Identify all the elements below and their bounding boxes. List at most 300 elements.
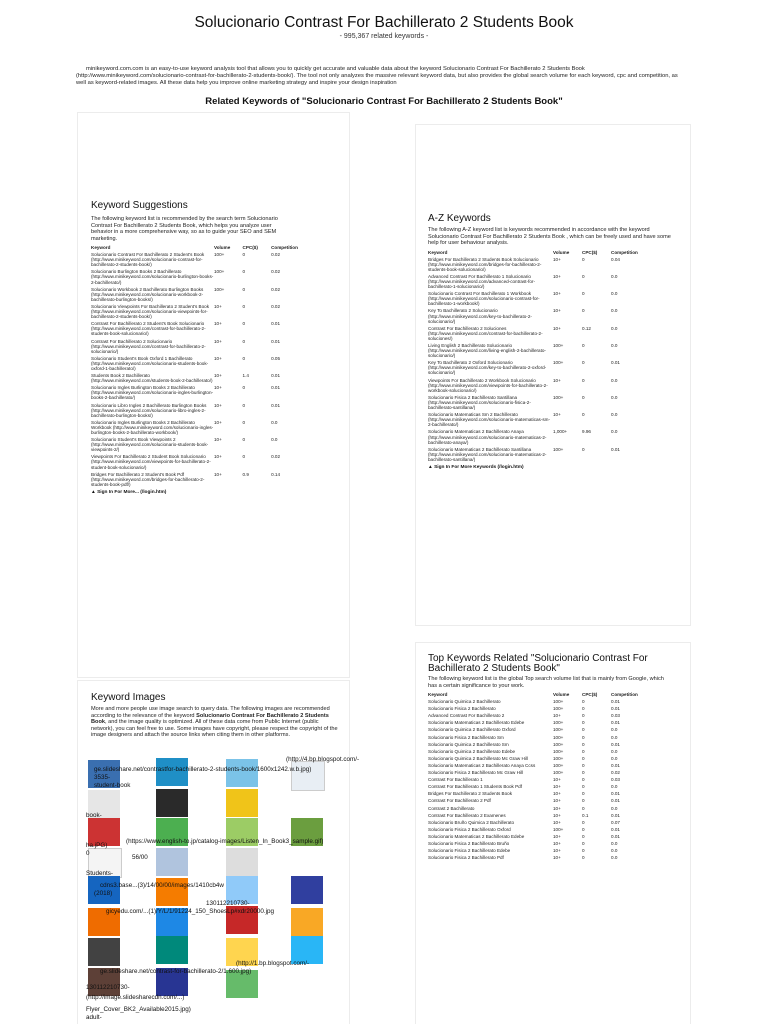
volume-cell: 100+ [553, 343, 564, 348]
volume-cell: 10+ [214, 385, 222, 391]
image-link[interactable]: 130112210730- [86, 984, 130, 991]
cpc-cell: 0 [242, 338, 246, 344]
images-desc-part1: More and more people use image search to query data. The following images are recommended according to the relevance of the keyword [91, 706, 330, 719]
cpc-cell: 0 [582, 848, 585, 854]
volume-cell: 10+ [553, 256, 561, 262]
volume-cell: 10+ [553, 713, 561, 719]
keyword-cell[interactable]: Solucionario Fisica 2 Bachillerato Mc Graw Hill [428, 770, 523, 776]
competition-cell: 0.0 [611, 343, 618, 348]
competition-cell: 0.0 [611, 727, 618, 733]
cpc-cell: 0 [242, 303, 246, 309]
keyword-cell[interactable]: Students Book 2 Bachillerato (http://www.minikeyword.com/students-book-2-bachillerato/) [91, 373, 213, 384]
keyword-row [428, 791, 678, 798]
col-keyword: Keyword [91, 245, 111, 250]
images-desc-part2: , and the image quality is optimized. All of these data come from Public Internet (public network), you can feel free to use. Some images have copyright, please respect the copyright of the image designers and attach the source links when citing them in other platforms. [91, 719, 338, 738]
competition-cell: 0.02 [611, 770, 620, 776]
cpc-cell: 0 [242, 402, 246, 408]
volume-cell: 10+ [214, 303, 222, 309]
volume-cell: 10+ [553, 819, 561, 825]
keyword-row [428, 777, 678, 784]
cpc-cell: 0 [582, 840, 585, 846]
keyword-row [428, 378, 678, 395]
keyword-cell[interactable]: Bridges For Bachillerato 2 Students Book Solucionario (http://www.minikeyword.com/bridges-for-bachillerato-2-students-book-solucionario/) [428, 256, 542, 272]
volume-cell: 100+ [553, 755, 564, 761]
keyword-row [428, 308, 678, 325]
keyword-cell[interactable]: Solucionario Matematicas 2 Bachillerato Edebe [428, 833, 525, 839]
keyword-cell[interactable]: Solucionario Quimica 2 Bachillerato Edebe [428, 748, 516, 754]
keyword-row [428, 735, 678, 742]
cpc-cell: 0 [582, 308, 585, 314]
image-link[interactable]: Students- [86, 870, 113, 877]
competition-cell: 0.0 [611, 291, 618, 297]
image-thumbnail[interactable] [226, 789, 258, 817]
keyword-cell[interactable]: Contrast 2 Bachillerato [428, 805, 475, 811]
image-thumbnail[interactable] [156, 848, 188, 876]
col-volume: Volume [553, 692, 570, 697]
keyword-suggestions-panel [77, 112, 350, 678]
competition-cell: 0.01 [611, 833, 620, 839]
volume-cell: 10+ [214, 373, 222, 379]
keyword-cell[interactable]: Solucionario Fisica 2 Bachillerato Edebe [428, 848, 511, 854]
image-link[interactable]: 0 [86, 850, 90, 857]
cpc-cell: 0 [582, 446, 585, 452]
image-link[interactable]: 130112210730- [206, 900, 250, 907]
keyword-row [428, 827, 678, 834]
volume-cell: 10+ [214, 402, 222, 408]
image-link[interactable]: (http://1.bp.blogspot.com/- [236, 960, 310, 967]
keyword-row [428, 749, 678, 756]
keyword-cell[interactable]: Solucionario Ingles Burlington Books 2 Bachillerato Workbook (http://www.minikeyword.com/solucionario-ingles-burlington-books-2-bachillerato-workbook/) [91, 419, 214, 435]
images-desc-keyword: Solucionario Contrast For Bachillerato 2 Students Book [91, 712, 329, 725]
cpc-cell: 0 [242, 454, 246, 460]
keyword-row [91, 356, 337, 373]
volume-cell: 100+ [553, 446, 564, 452]
volume-cell: 10+ [214, 437, 222, 443]
competition-cell: 0.01 [611, 798, 620, 804]
cpc-cell: 0 [242, 355, 246, 361]
keyword-row [91, 287, 337, 304]
cpc-cell: 0 [582, 377, 585, 383]
competition-cell: 0.0 [611, 377, 618, 383]
cpc-cell: 0 [242, 269, 246, 275]
competition-cell: 0.01 [271, 321, 281, 327]
volume-cell: 100+ [553, 706, 564, 712]
keyword-cell[interactable]: Key To Bachillerato 2 Solucionario (http://www.minikeyword.com/key-to-bachillerato-2-solucionario/) [428, 308, 532, 324]
volume-cell: 10+ [214, 321, 222, 327]
keyword-images-desc [91, 706, 341, 739]
cpc-cell: 0 [582, 819, 585, 825]
image-link[interactable]: (https://www.english-to.jp/catalog-images/Listen_In_Book3_sample.gif) [126, 838, 324, 845]
volume-cell: 10+ [553, 812, 561, 818]
image-thumbnail[interactable] [291, 908, 323, 936]
top-keywords-table [428, 692, 678, 862]
keyword-row [428, 784, 678, 791]
keyword-cell[interactable]: Advanced Contrast For Bachillerato 2 [428, 713, 505, 719]
keyword-row [428, 848, 678, 855]
volume-cell: 10+ [553, 833, 561, 839]
competition-cell: 0.0 [611, 394, 618, 400]
volume-cell: 10+ [214, 338, 222, 344]
volume-cell: 10+ [214, 471, 222, 477]
image-thumbnail[interactable] [88, 938, 120, 966]
competition-cell: 0.01 [611, 360, 620, 366]
keyword-row [428, 274, 678, 291]
cpc-cell: 0 [582, 798, 585, 804]
competition-cell: 0.04 [611, 256, 620, 262]
cpc-cell: 0 [582, 784, 585, 790]
image-link[interactable]: ge.slideshare.net/contrastfor-bachillerato-2-students-book/1600x1242.w.b.jpg) [94, 766, 312, 773]
cpc-cell: 0.12 [582, 325, 591, 331]
cpc-cell: 0 [582, 833, 585, 839]
image-link[interactable]: ge.slideshare.net/contrast-for-bachillerato-2/1.600.jpg) [100, 968, 252, 975]
cpc-cell: 0 [582, 273, 585, 279]
image-link[interactable]: (http://image.slidesharecdn.com/...) [86, 994, 185, 1001]
cpc-cell: 0.1 [582, 812, 589, 818]
az-keywords-desc: The following A-Z keyword list is keywords recommended in accordance with the keyword Solucionario Contrast For Bachillerato 2 Students Book , which can be freely used and have some help for user behaviour analysis. [428, 227, 671, 246]
image-link[interactable]: (2018) [94, 890, 113, 897]
competition-cell: 0.01 [611, 762, 620, 768]
keyword-row [428, 291, 678, 308]
col-cpc: CPC($) [582, 249, 598, 255]
competition-cell: 0.01 [611, 791, 620, 797]
cpc-cell: 0 [242, 252, 246, 258]
competition-cell: 0.07 [611, 819, 620, 825]
cpc-cell: 0 [582, 755, 585, 761]
volume-cell: 10+ [553, 777, 561, 783]
keyword-row [91, 321, 337, 338]
cpc-cell: 0 [582, 777, 585, 783]
image-link[interactable]: gicyedu.com/...(1)/Y/L/1/91224_150_ShoesLp#xdr20000.jpg [106, 908, 275, 915]
keyword-row [428, 360, 678, 377]
page-title: Solucionario Contrast For Bachillerato 2 Students Book [194, 14, 574, 31]
keyword-row [428, 699, 678, 706]
volume-cell: 10+ [553, 840, 561, 846]
cpc-cell: 0.9 [242, 471, 249, 477]
keyword-cell[interactable]: Solucionario Bruño Quimica 2 Bachillerato [428, 819, 515, 825]
keyword-cell[interactable]: Solucionario Matematicas 2 Bachillerato Anaya (http://www.minikeyword.com/solucionario-matematicas-2-bachillerato-anaya/) [428, 429, 547, 445]
cpc-cell: 0 [582, 343, 585, 348]
competition-cell: 0.0 [611, 805, 618, 811]
keyword-cell[interactable]: Solucionario Student's Book Oxford 1 Bachillerato (http://www.minikeyword.com/solucionario-students-book-oxford-1-bachillerato/) [91, 355, 209, 371]
az-keywords-heading: A-Z Keywords [428, 213, 491, 224]
sign-in-more-keywords-link[interactable]: ▲ Sign In For More Keywords (/login.htm) [428, 464, 524, 470]
top-keywords-desc: The following keyword list is the global Top search volume list that is mainly from Google, which has a certain significance to your work. [428, 676, 664, 689]
cpc-cell: 0 [582, 748, 585, 754]
cpc-cell: 0 [582, 256, 585, 262]
image-link[interactable]: Flyer_Cover_BK2_Available2015.jpg) [86, 1006, 191, 1013]
keyword-row [428, 742, 678, 749]
volume-cell: 100+ [553, 762, 564, 768]
competition-cell: 0.01 [611, 826, 620, 832]
volume-cell: 10+ [553, 308, 561, 314]
keyword-row [428, 756, 678, 763]
keyword-cell[interactable]: Solucionario Student's Book Viewpoints 2 (http://www.minikeyword.com/solucionario-students-book-viewpoints-2/) [91, 437, 209, 453]
keyword-row [428, 770, 678, 777]
related-heading: Related Keywords of "Solucionario Contrast For Bachillerato 2 Students Book" [205, 96, 563, 107]
keyword-cell[interactable]: Contrast For Bachillerato 2 Soluciones (http://www.minikeyword.com/contrast-for-bachillerato-2-soluciones/) [428, 325, 543, 341]
keyword-row [428, 763, 678, 770]
competition-cell: 0.0 [611, 325, 618, 331]
keyword-cell[interactable]: Solucionario Quimica 2 Bachillerato [428, 699, 501, 705]
image-thumbnail[interactable] [291, 876, 323, 904]
intro-text: minikeyword.com.com is an easy-to-use keyword analysis tool that allows you to quickly get accurate and valuable data about the keyword Solucionario Contrast For Bachillerato 2 Students Book (http://www.minikeyword.com/solucionario-contrast-for-bachillerato-2-students-book/). The tool not only analyzes the massive relevant keyword data, but also provides the global search volume for each keyword, cpc and competition, as well as keyword-related images. All these data help you improve online marketing strategy and inspire your design inspiration [76, 66, 678, 86]
competition-cell: 0.0 [611, 748, 618, 754]
col-competition: Competition [271, 245, 298, 250]
competition-cell: 0.01 [611, 741, 620, 747]
keyword-cell[interactable]: Solucionario Fisica 2 Bachillerato [428, 706, 496, 712]
keyword-row [428, 834, 678, 841]
volume-cell: 10+ [553, 798, 561, 804]
competition-cell: 0.01 [611, 812, 620, 818]
volume-cell: 10+ [553, 791, 561, 797]
keyword-row [428, 727, 678, 734]
cpc-cell: 0 [582, 412, 585, 418]
keyword-cell[interactable]: Solucionario Fisica 2 Bachillerato Santillana (http://www.minikeyword.com/solucionario-fisica-2-bachillerato-santillana/) [428, 394, 531, 411]
related-count: - 995,367 related keywords - [339, 33, 429, 40]
volume-cell: 100+ [214, 252, 225, 258]
col-competition: Competition [611, 692, 638, 697]
keyword-suggestions-table [91, 245, 337, 489]
competition-cell: 0.0 [611, 308, 618, 314]
volume-cell: 100+ [553, 720, 564, 726]
keyword-cell[interactable]: Solucionario Burlington Books 2 Bachillerato (http://www.minikeyword.com/solucionario-burlington-books-2-bachillerato/) [91, 269, 214, 285]
competition-cell: 0.0 [611, 273, 618, 279]
image-link[interactable]: ha.jPG) [86, 842, 108, 849]
competition-cell: 0.01 [611, 446, 620, 452]
cpc-cell: 0 [242, 321, 246, 327]
col-volume: Volume [214, 245, 231, 250]
competition-cell: 0.0 [611, 840, 618, 846]
cpc-cell: 0 [242, 419, 246, 425]
keyword-cell[interactable]: Solucionario Ingles Burlington Books 2 Bachillerato (http://www.minikeyword.com/solucionario-ingles-burlington-books-2-bachillerato/) [91, 385, 214, 401]
keyword-suggestions-heading: Keyword Suggestions [91, 200, 188, 211]
cpc-cell: 0 [582, 706, 585, 712]
cpc-cell: 1.4 [242, 373, 249, 379]
cpc-cell: 0 [582, 805, 585, 811]
cpc-cell: 0 [582, 291, 585, 297]
competition-cell: 0.01 [271, 338, 281, 344]
competition-cell: 0.01 [611, 699, 620, 705]
competition-cell: 0.02 [271, 252, 281, 258]
volume-cell: 100+ [553, 699, 564, 705]
volume-cell: 100+ [214, 286, 225, 292]
competition-cell: 0.02 [271, 303, 281, 309]
col-volume: Volume [553, 249, 570, 255]
volume-cell: 10+ [553, 325, 561, 331]
az-keywords-panel [415, 124, 691, 626]
keyword-cell[interactable]: Bridges For Bachillerato 2 Student's Book Pdf (http://www.minikeyword.com/bridges-for-bachillerato-2-students-book-pdf/) [91, 471, 205, 487]
image-link[interactable]: book- [86, 812, 102, 819]
competition-cell: 0.02 [271, 454, 281, 460]
volume-cell: 100+ [553, 741, 564, 747]
image-link[interactable]: cdns3.base...(3)/14/00/00/images/1410cb4w [100, 882, 224, 889]
volume-cell: 100+ [553, 826, 564, 832]
keyword-row [428, 841, 678, 848]
competition-cell: 0.0 [271, 437, 278, 443]
keyword-cell[interactable]: Solucionario Libro Ingles 2 Bachillerato Burlington Books (http://www.minikeyword.com/solucionario-libro-ingles-2-bachillerato-burlington-books/) [91, 402, 207, 418]
volume-cell: 10+ [553, 848, 561, 854]
cpc-cell: 0 [582, 394, 585, 400]
volume-cell: 10+ [553, 291, 561, 297]
volume-cell: 100+ [553, 394, 564, 400]
keyword-images-grid [86, 756, 418, 1024]
keyword-cell[interactable]: Contrast For Bachillerato 2 Student's Book Solucionario (http://www.minikeyword.com/contrast-for-bachillerato-2-students-book-solucionario/) [91, 321, 206, 337]
keyword-row [428, 257, 678, 274]
keyword-row [428, 806, 678, 813]
image-thumbnail[interactable] [156, 936, 188, 964]
keyword-row [91, 252, 337, 269]
keyword-cell[interactable]: Solucionario Quimica 2 Bachillerato Oxford [428, 727, 516, 733]
keyword-cell[interactable]: Solucionario Matematicas 2 Bachillerato Anaya Ccss [428, 762, 536, 768]
keyword-row [428, 820, 678, 827]
cpc-cell: 0 [582, 727, 585, 733]
image-link[interactable]: student-book [94, 782, 131, 789]
cpc-cell: 0 [242, 286, 246, 292]
keyword-row [428, 813, 678, 820]
cpc-cell: 0 [582, 855, 585, 861]
keyword-row [91, 339, 337, 356]
keyword-cell[interactable]: Contrast For Bachillerato 2 Pdf [428, 798, 491, 804]
image-link[interactable]: 56/00 [132, 854, 148, 861]
keyword-cell[interactable]: Contrast For Bachillerato 2 Solucionario (http://www.minikeyword.com/contrast-for-bachillerato-2-solucionario/) [91, 338, 206, 354]
keyword-cell[interactable]: Solucionario Fisica 2 Bachillerato Oxford [428, 826, 511, 832]
keyword-row [91, 385, 337, 402]
cpc-cell: 0 [582, 791, 585, 797]
volume-cell: 100+ [553, 770, 564, 776]
image-link[interactable]: (http://4.bp.blogspot.com/- [286, 756, 360, 763]
cpc-cell: 9.96 [582, 429, 591, 435]
volume-cell: 10+ [553, 805, 561, 811]
keyword-cell[interactable]: Solucionario Fisica 2 Bachillerato Pdf [428, 855, 504, 861]
keyword-row [91, 472, 337, 489]
volume-cell: 10+ [553, 377, 561, 383]
competition-cell: 0.0 [611, 848, 618, 854]
keyword-cell[interactable]: Viewpoints For Bachillerato 2 Workbook Solucionario (http://www.minikeyword.com/viewpoints-for-bachillerato-2-workbook-solucionario/) [428, 377, 548, 393]
volume-cell: 100+ [553, 727, 564, 733]
image-link[interactable]: adult- [86, 1014, 102, 1021]
volume-cell: 10+ [553, 273, 561, 279]
cpc-cell: 0 [582, 360, 585, 366]
keyword-cell[interactable]: Solucionario Contrast For Bachillerato 2 Student's Book (http://www.minikeyword.com/solucionario-contrast-for-bachillerato-2-students-book/) [91, 252, 205, 268]
keyword-cell[interactable]: Solucionario Quimica 2 Bachillerato Mc Graw Hill [428, 755, 528, 761]
keyword-cell[interactable]: Solucionario Quimica 2 Bachillerato Sm [428, 741, 509, 747]
col-keyword: Keyword [428, 249, 448, 255]
keyword-row [91, 403, 337, 420]
az-keywords-table [428, 250, 678, 464]
keyword-cell[interactable]: Contrast For Bachillerato 2 Examenes [428, 812, 506, 818]
keyword-cell[interactable]: Viewpoints For Bachillerato 2 Student Book Solucionario (http://www.minikeyword.com/viewpoints-for-bachillerato-2-student-book-solucionario/) [91, 454, 211, 470]
volume-cell: 10+ [214, 454, 222, 460]
competition-cell: 0.01 [611, 720, 620, 726]
keyword-cell[interactable]: Solucionario Matematicas Sm 2 Bachillerato (http://www.minikeyword.com/solucionario-matematicas-sm-2-bachillerato/) [428, 412, 551, 428]
image-link[interactable]: 3535- [94, 774, 111, 781]
keyword-row [91, 373, 337, 385]
keyword-cell[interactable]: Solucionario Matematicas 2 Bachillerato Santillana (http://www.minikeyword.com/solucionario-matematicas-2-bachillerato-santillana/) [428, 446, 547, 462]
sign-in-more-label: Sign In For More... (/login.htm) [97, 489, 167, 495]
cpc-cell: 0 [582, 770, 585, 776]
keyword-suggestions-desc: The following keyword list is recommended by the search term Solucionario Contrast For Bachillerato 2 Students Book, which helps you analyze user behavior in a more comprehensive way, so as to guide your SEO and SEM marketing. [91, 216, 278, 242]
keyword-row [428, 412, 678, 429]
col-competition: Competition [611, 249, 638, 255]
keyword-row [428, 326, 678, 343]
competition-cell: 0.0 [611, 755, 618, 761]
keyword-cell[interactable]: Key To Bachillerato 2 Oxford Solucionario (http://www.minikeyword.com/key-to-bachillerato-2-oxford-solucionario/) [428, 360, 547, 376]
cpc-cell: 0 [582, 762, 585, 768]
competition-cell: 0.01 [271, 385, 281, 391]
keyword-row [428, 343, 678, 360]
volume-cell: 100+ [553, 360, 564, 366]
volume-cell: 10+ [553, 784, 561, 790]
cpc-cell: 0 [582, 741, 585, 747]
volume-cell: 10+ [214, 419, 222, 425]
keyword-cell[interactable]: Solucionario Matematicas 2 Bachillerato Edebe [428, 720, 525, 726]
keyword-cell[interactable]: Bridges For Bachillerato 2 Students Book [428, 791, 513, 797]
image-thumbnail[interactable] [156, 789, 188, 817]
keyword-cell[interactable]: Solucionario Workbook 2 Bachillerato Burlington Books (http://www.minikeyword.com/solucionario-workbook-2-bachillerato-burlington-books/) [91, 286, 204, 302]
competition-cell: 0.0 [611, 855, 618, 861]
col-cpc: CPC($) [582, 692, 598, 697]
competition-cell: 0.01 [271, 402, 281, 408]
keyword-cell[interactable]: Living English 2 Bachillerato Solucionario (http://www.minikeyword.com/living-english-2-bachillerato-solucionario/) [428, 343, 546, 359]
keyword-row [428, 395, 678, 412]
keyword-cell[interactable]: Solucionario Viewpoints For Bachillerato 2 Student's Book (http://www.minikeyword.com/solucionario-viewpoints-for-bachillerato-2-students-book/) [91, 303, 209, 320]
keyword-cell[interactable]: Solucionario Contrast For Bachillerato 1 Workbook (http://www.minikeyword.com/solucionario-contrast-for-bachillerato-1-workbook/) [428, 291, 540, 307]
sign-in-more-link[interactable]: ▲ Sign In For More... (/login.htm) [91, 489, 167, 495]
top-keywords-heading: Top Keywords Related "Solucionario Contrast For Bachillerato 2 Students Book" [428, 653, 648, 674]
competition-cell: 0.0 [611, 429, 618, 435]
image-thumbnail[interactable] [226, 848, 258, 876]
keyword-row [428, 447, 678, 464]
cpc-cell: 0 [582, 826, 585, 832]
keyword-row [428, 798, 678, 805]
image-thumbnail[interactable] [226, 759, 258, 787]
competition-cell: 0.0 [611, 412, 618, 418]
competition-cell: 0.0 [271, 419, 278, 425]
competition-cell: 0.05 [271, 355, 281, 361]
keyword-cell[interactable]: Advanced Contrast For Bachillerato 1 Solucionario (http://www.minikeyword.com/advanced-contrast-for-bachillerato-1-solucionario/) [428, 273, 535, 290]
keyword-images-heading: Keyword Images [91, 692, 166, 703]
cpc-cell: 0 [242, 437, 246, 443]
competition-cell: 0.02 [271, 269, 281, 275]
volume-cell: 10+ [553, 855, 561, 861]
keyword-cell[interactable]: Solucionario Fisica 2 Bachillerato Sm [428, 734, 504, 740]
competition-cell: 0.03 [611, 713, 620, 719]
competition-cell: 0.0 [611, 784, 618, 790]
competition-cell: 0.14 [271, 471, 281, 477]
top-keywords-panel [415, 642, 691, 1024]
sign-in-more-keywords-label: Sign In For More Keywords (/login.htm) [434, 464, 524, 470]
keyword-row [428, 720, 678, 727]
keyword-row [91, 420, 337, 437]
volume-cell: 100+ [214, 269, 225, 275]
volume-cell: 1,000+ [553, 429, 568, 435]
keyword-row [428, 713, 678, 720]
keyword-cell[interactable]: Contrast For Bachillerato 1 [428, 777, 483, 783]
competition-cell: 0.01 [611, 706, 620, 712]
keyword-cell[interactable]: Contrast For Bachillerato 1 Students Book Pdf [428, 784, 522, 790]
volume-cell: 100+ [553, 748, 564, 754]
volume-cell: 10+ [214, 355, 222, 361]
cpc-cell: 0 [242, 385, 246, 391]
cpc-cell: 0 [582, 720, 585, 726]
keyword-row [91, 454, 337, 471]
competition-cell: 0.03 [611, 777, 620, 783]
volume-cell: 100+ [553, 734, 564, 740]
keyword-cell[interactable]: Solucionario Fisica 2 Bachillerato Bruño [428, 840, 510, 846]
keyword-row [428, 706, 678, 713]
cpc-cell: 0 [582, 713, 585, 719]
col-cpc: CPC($) [242, 245, 258, 250]
